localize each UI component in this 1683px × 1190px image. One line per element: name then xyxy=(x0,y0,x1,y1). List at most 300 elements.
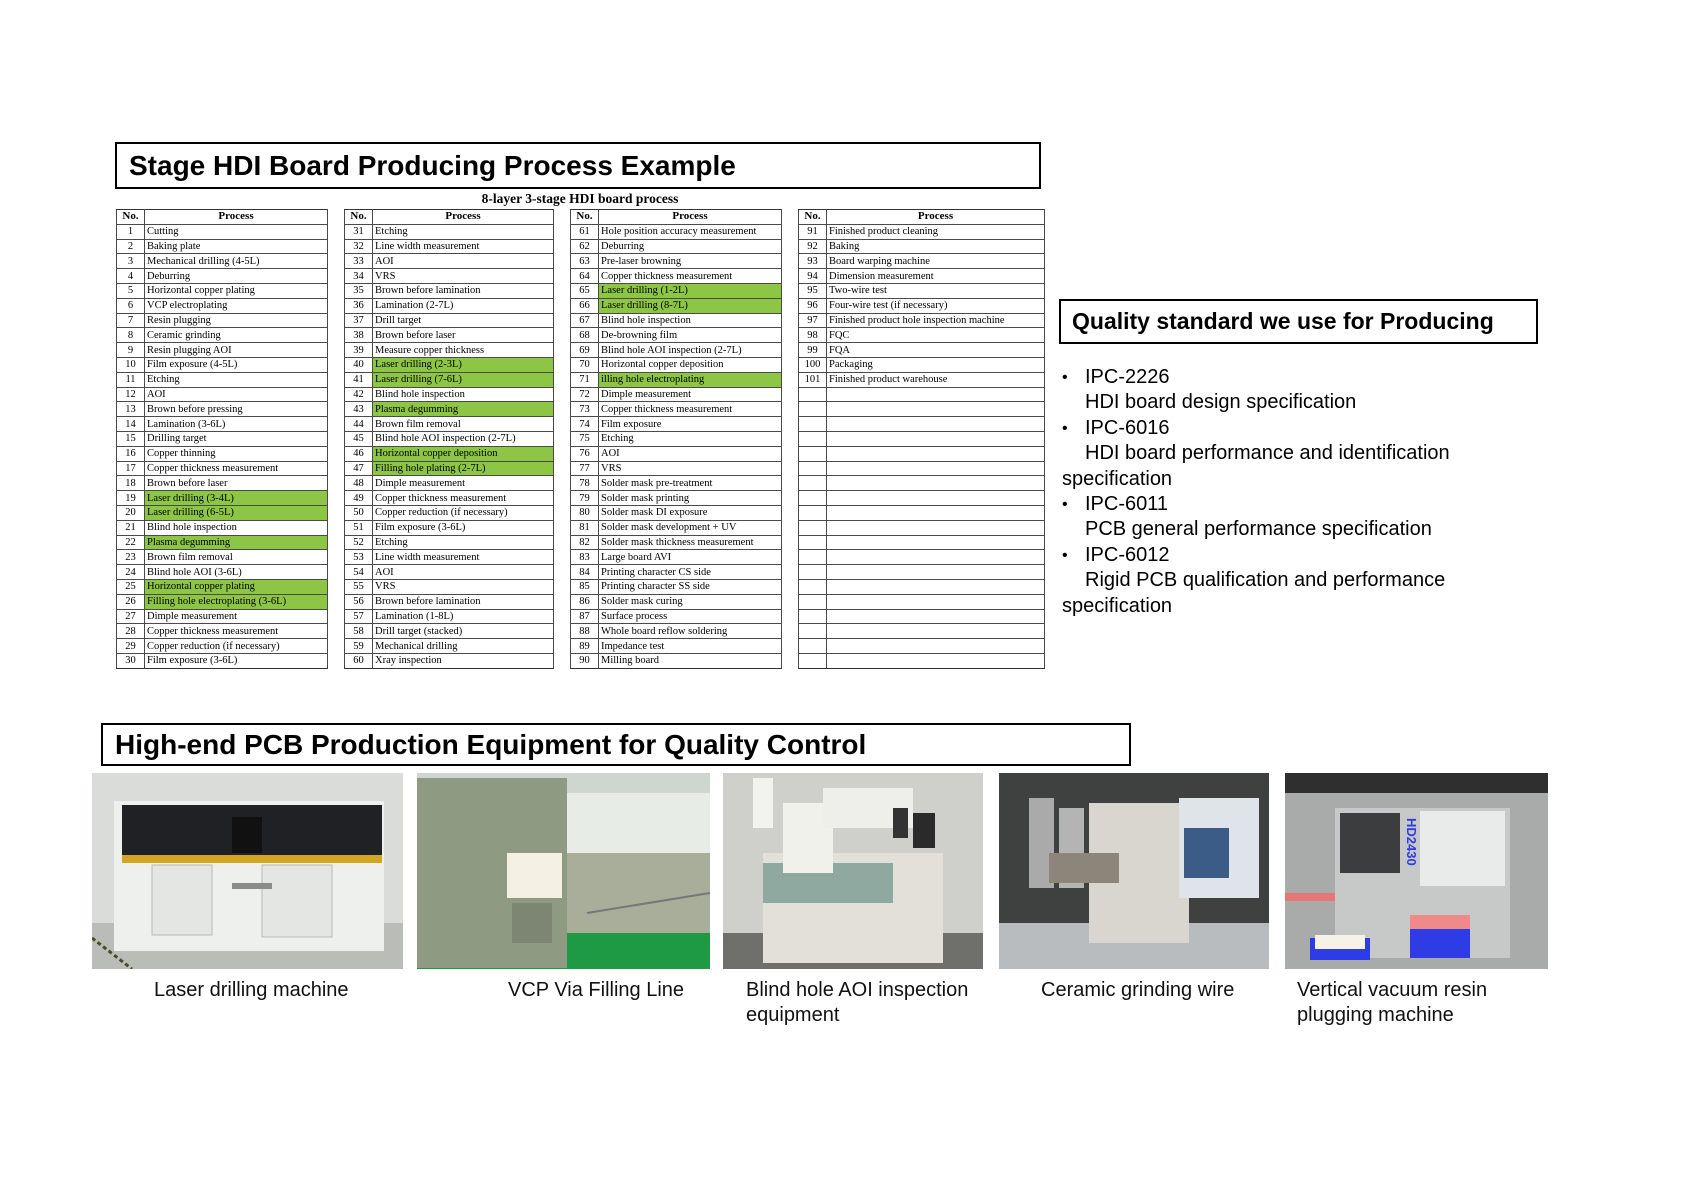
step-number: 45 xyxy=(345,431,373,446)
step-process: AOI xyxy=(373,254,554,269)
step-number: 14 xyxy=(117,417,145,432)
table-row xyxy=(571,283,782,298)
step-number: 80 xyxy=(571,505,599,520)
step-number: 78 xyxy=(571,476,599,491)
table-row xyxy=(117,624,328,639)
step-number: 65 xyxy=(571,283,599,298)
table-row xyxy=(117,565,328,580)
step-process: Surface process xyxy=(599,609,782,624)
step-process: Baking plate xyxy=(145,239,328,254)
step-process: Blind hole AOI inspection (2-7L) xyxy=(373,431,554,446)
step-process: Cutting xyxy=(145,224,328,239)
step-number: 77 xyxy=(571,461,599,476)
step-number: 2 xyxy=(117,239,145,254)
table-row xyxy=(117,476,328,491)
quality-section-title: Quality standard we use for Producing xyxy=(1059,299,1538,344)
step-process: Film exposure (3-6L) xyxy=(373,520,554,535)
table-row xyxy=(571,417,782,432)
header-process: Process xyxy=(827,210,1045,225)
table-row xyxy=(117,461,328,476)
step-number xyxy=(799,491,827,506)
table-header-row xyxy=(571,210,782,225)
table-row xyxy=(571,298,782,313)
step-process: Laser drilling (2-3L) xyxy=(373,357,554,372)
standard-code: IPC-6016 xyxy=(1085,416,1170,439)
table-row xyxy=(345,653,554,668)
step-number: 94 xyxy=(799,269,827,284)
step-number: 99 xyxy=(799,343,827,358)
vertical-vacuum-resin-plugging-photo xyxy=(1285,773,1548,969)
step-process: Solder mask thickness measurement xyxy=(599,535,782,550)
step-process xyxy=(827,505,1045,520)
step-process: Line width measurement xyxy=(373,239,554,254)
step-number: 37 xyxy=(345,313,373,328)
step-number: 67 xyxy=(571,313,599,328)
step-number: 49 xyxy=(345,491,373,506)
step-process: Ceramic grinding xyxy=(145,328,328,343)
table-row xyxy=(799,579,1045,594)
step-number xyxy=(799,639,827,654)
step-number: 18 xyxy=(117,476,145,491)
table-row xyxy=(571,387,782,402)
step-number: 6 xyxy=(117,298,145,313)
step-process: Dimension measurement xyxy=(827,269,1045,284)
step-number: 53 xyxy=(345,550,373,565)
step-number: 64 xyxy=(571,269,599,284)
step-process: Brown before lamination xyxy=(373,283,554,298)
step-process: Laser drilling (6-5L) xyxy=(145,505,328,520)
table-row xyxy=(799,254,1045,269)
table-row xyxy=(571,535,782,550)
process-table-caption: 8-layer 3-stage HDI board process xyxy=(481,191,679,206)
step-process: Solder mask DI exposure xyxy=(599,505,782,520)
standard-description: PCB general performance specification xyxy=(1085,518,1432,541)
caption-vertical-vacuum-resin-plugging: Vertical vacuum resin plugging machine xyxy=(1297,979,1488,1026)
table-row xyxy=(117,579,328,594)
table-row xyxy=(799,491,1045,506)
step-number: 44 xyxy=(345,417,373,432)
step-number: 70 xyxy=(571,357,599,372)
table-row xyxy=(117,372,328,387)
table-row xyxy=(571,520,782,535)
table-row xyxy=(571,343,782,358)
step-process: VCP electroplating xyxy=(145,298,328,313)
step-process: Xray inspection xyxy=(373,653,554,668)
step-process xyxy=(827,594,1045,609)
step-process: Packaging xyxy=(827,357,1045,372)
table-row xyxy=(345,417,554,432)
table-row xyxy=(571,461,782,476)
step-number: 92 xyxy=(799,239,827,254)
step-number: 20 xyxy=(117,505,145,520)
caption-blind-hole-aoi: Blind hole AOI inspection equipment xyxy=(746,979,969,1026)
step-number: 57 xyxy=(345,609,373,624)
table-row xyxy=(799,431,1045,446)
step-process: Laser drilling (3-4L) xyxy=(145,491,328,506)
table-row xyxy=(117,328,328,343)
step-number: 25 xyxy=(117,579,145,594)
standard-description: HDI board design specification xyxy=(1085,391,1357,414)
step-number xyxy=(799,609,827,624)
table-row xyxy=(799,387,1045,402)
table-row xyxy=(571,313,782,328)
table-row xyxy=(571,446,782,461)
table-row xyxy=(799,343,1045,358)
step-process: Finished product cleaning xyxy=(827,224,1045,239)
table-row xyxy=(345,372,554,387)
step-process: Baking xyxy=(827,239,1045,254)
table-row xyxy=(571,254,782,269)
step-process xyxy=(827,387,1045,402)
table-row xyxy=(345,579,554,594)
step-process: Printing character CS side xyxy=(599,565,782,580)
step-number: 59 xyxy=(345,639,373,654)
standard-description: HDI board performance and identification specification xyxy=(1062,442,1450,490)
table-row xyxy=(571,402,782,417)
table-row xyxy=(345,224,554,239)
table-row xyxy=(799,372,1045,387)
table-row xyxy=(345,254,554,269)
table-row xyxy=(345,387,554,402)
step-number xyxy=(799,520,827,535)
step-number xyxy=(799,579,827,594)
table-row xyxy=(799,609,1045,624)
header-process: Process xyxy=(373,210,554,225)
step-process: Board warping machine xyxy=(827,254,1045,269)
table-row xyxy=(117,520,328,535)
standard-item xyxy=(1062,492,1532,543)
step-number: 3 xyxy=(117,254,145,269)
step-process: Solder mask pre-treatment xyxy=(599,476,782,491)
step-number: 40 xyxy=(345,357,373,372)
table-row xyxy=(117,639,328,654)
standard-code: IPC-6011 xyxy=(1085,493,1169,516)
step-process: Copper thinning xyxy=(145,446,328,461)
table-row xyxy=(117,239,328,254)
table-row xyxy=(345,505,554,520)
header-no: No. xyxy=(799,210,827,225)
table-row xyxy=(571,491,782,506)
table-row xyxy=(571,239,782,254)
table-row xyxy=(117,594,328,609)
table-row xyxy=(799,283,1045,298)
step-number: 22 xyxy=(117,535,145,550)
table-row xyxy=(799,624,1045,639)
step-process: Copper thickness measurement xyxy=(599,402,782,417)
table-row xyxy=(571,431,782,446)
table-row xyxy=(571,224,782,239)
step-number: 31 xyxy=(345,224,373,239)
process-table-1 xyxy=(116,209,328,669)
standard-item xyxy=(1062,543,1532,619)
caption-vcp-via-filling-line: VCP Via Filling Line xyxy=(508,979,685,1001)
step-number xyxy=(799,431,827,446)
table-row xyxy=(345,431,554,446)
step-number: 28 xyxy=(117,624,145,639)
standard-code: IPC-2226 xyxy=(1085,366,1170,388)
table-row xyxy=(117,491,328,506)
table-row xyxy=(117,505,328,520)
step-number: 56 xyxy=(345,594,373,609)
step-process xyxy=(827,476,1045,491)
bullet-icon: • xyxy=(1062,496,1068,514)
step-process: Finished product warehouse xyxy=(827,372,1045,387)
table-row xyxy=(571,550,782,565)
step-process: Drill target (stacked) xyxy=(373,624,554,639)
step-process xyxy=(827,417,1045,432)
machine-label: HD2430 xyxy=(1404,818,1419,866)
table-row xyxy=(117,550,328,565)
table-row xyxy=(345,298,554,313)
table-row xyxy=(571,624,782,639)
step-process xyxy=(827,565,1045,580)
table-row xyxy=(345,313,554,328)
table-row xyxy=(571,565,782,580)
table-row xyxy=(571,357,782,372)
step-number xyxy=(799,624,827,639)
step-number: 33 xyxy=(345,254,373,269)
step-number: 9 xyxy=(117,343,145,358)
step-number: 4 xyxy=(117,269,145,284)
table-row xyxy=(799,461,1045,476)
step-process xyxy=(827,639,1045,654)
table-row xyxy=(571,639,782,654)
standard-code: IPC-6012 xyxy=(1085,543,1170,566)
bullet-icon: • xyxy=(1062,419,1068,437)
step-process: Dimple measurement xyxy=(145,609,328,624)
table-row xyxy=(117,269,328,284)
table-row xyxy=(345,402,554,417)
table-row xyxy=(799,313,1045,328)
step-number: 10 xyxy=(117,357,145,372)
step-process: Filling hole plating (2-7L) xyxy=(373,461,554,476)
table-row xyxy=(345,550,554,565)
table-row xyxy=(345,624,554,639)
step-process: Finished product hole inspection machine xyxy=(827,313,1045,328)
step-process: Lamination (2-7L) xyxy=(373,298,554,313)
step-process: Solder mask curing xyxy=(599,594,782,609)
table-row xyxy=(799,505,1045,520)
step-process: AOI xyxy=(145,387,328,402)
step-process xyxy=(827,609,1045,624)
table-row xyxy=(571,579,782,594)
table-row xyxy=(571,594,782,609)
equipment-section-title: High-end PCB Production Equipment for Quality Control xyxy=(101,723,1131,766)
table-row xyxy=(117,313,328,328)
step-process: Line width measurement xyxy=(373,550,554,565)
step-process: Blind hole AOI inspection (2-7L) xyxy=(599,343,782,358)
step-process xyxy=(827,402,1045,417)
step-process: Laser drilling (7-6L) xyxy=(373,372,554,387)
step-number: 23 xyxy=(117,550,145,565)
step-process: Solder mask development + UV xyxy=(599,520,782,535)
process-table-2 xyxy=(344,209,554,669)
step-number: 81 xyxy=(571,520,599,535)
step-number xyxy=(799,505,827,520)
step-process xyxy=(827,491,1045,506)
step-number: 82 xyxy=(571,535,599,550)
step-process: Film exposure (4-5L) xyxy=(145,357,328,372)
step-number: 24 xyxy=(117,565,145,580)
step-number: 27 xyxy=(117,609,145,624)
step-process: Etching xyxy=(373,224,554,239)
step-number: 48 xyxy=(345,476,373,491)
step-process: Whole board reflow soldering xyxy=(599,624,782,639)
step-number: 101 xyxy=(799,372,827,387)
ceramic-grinding-wire-photo xyxy=(999,773,1269,969)
step-process xyxy=(827,461,1045,476)
step-process: FQC xyxy=(827,328,1045,343)
table-row xyxy=(117,283,328,298)
step-number: 61 xyxy=(571,224,599,239)
step-process: Plasma degumming xyxy=(145,535,328,550)
process-section-title: Stage HDI Board Producing Process Example xyxy=(115,142,1041,189)
table-row xyxy=(345,594,554,609)
table-row xyxy=(345,535,554,550)
step-number xyxy=(799,446,827,461)
header-process: Process xyxy=(145,210,328,225)
table-row xyxy=(117,609,328,624)
step-process xyxy=(827,520,1045,535)
table-row xyxy=(799,535,1045,550)
standard-item xyxy=(1062,416,1532,492)
laser-drilling-machine-photo xyxy=(92,773,403,969)
table-row xyxy=(345,239,554,254)
step-number xyxy=(799,535,827,550)
step-process: Four-wire test (if necessary) xyxy=(827,298,1045,313)
table-row xyxy=(571,328,782,343)
table-row xyxy=(345,639,554,654)
table-row xyxy=(799,269,1045,284)
step-process: Drill target xyxy=(373,313,554,328)
step-process: Brown before lamination xyxy=(373,594,554,609)
table-row xyxy=(799,639,1045,654)
step-process: Brown before laser xyxy=(373,328,554,343)
step-number: 19 xyxy=(117,491,145,506)
step-number: 76 xyxy=(571,446,599,461)
caption-laser-drilling-machine: Laser drilling machine xyxy=(154,979,349,1001)
step-process: illing hole electroplating xyxy=(599,372,782,387)
step-number: 17 xyxy=(117,461,145,476)
step-number: 62 xyxy=(571,239,599,254)
step-number: 58 xyxy=(345,624,373,639)
table-row xyxy=(117,402,328,417)
step-number: 51 xyxy=(345,520,373,535)
step-process: Copper thickness measurement xyxy=(373,491,554,506)
step-process: Laser drilling (8-7L) xyxy=(599,298,782,313)
table-row xyxy=(117,417,328,432)
table-row xyxy=(799,550,1045,565)
table-row xyxy=(117,224,328,239)
step-number: 98 xyxy=(799,328,827,343)
step-process: Copper thickness measurement xyxy=(145,461,328,476)
step-process xyxy=(827,624,1045,639)
table-row xyxy=(799,239,1045,254)
process-table-3 xyxy=(570,209,782,669)
step-number: 21 xyxy=(117,520,145,535)
step-process: Printing character SS side xyxy=(599,579,782,594)
step-number: 75 xyxy=(571,431,599,446)
vcp-via-filling-line-photo xyxy=(417,773,710,969)
step-number: 69 xyxy=(571,343,599,358)
step-process: AOI xyxy=(373,565,554,580)
step-process xyxy=(827,446,1045,461)
step-process: Dimple measurement xyxy=(373,476,554,491)
table-row xyxy=(345,609,554,624)
step-process: Deburring xyxy=(145,269,328,284)
process-table-4 xyxy=(798,209,1045,669)
step-process xyxy=(827,550,1045,565)
standard-description: Rigid PCB qualification and performance specification xyxy=(1062,569,1446,617)
table-row xyxy=(345,446,554,461)
table-row xyxy=(345,328,554,343)
step-process xyxy=(827,579,1045,594)
quality-standards-list xyxy=(1062,365,1532,619)
table-row xyxy=(571,269,782,284)
step-number: 42 xyxy=(345,387,373,402)
table-row xyxy=(117,343,328,358)
bullet-icon: • xyxy=(1062,369,1068,386)
table-row xyxy=(799,653,1045,668)
table-row xyxy=(799,224,1045,239)
step-process: Blind hole inspection xyxy=(599,313,782,328)
step-number: 74 xyxy=(571,417,599,432)
step-number xyxy=(799,565,827,580)
step-process: Milling board xyxy=(599,653,782,668)
step-number: 79 xyxy=(571,491,599,506)
table-row xyxy=(799,298,1045,313)
table-row xyxy=(345,491,554,506)
step-number: 73 xyxy=(571,402,599,417)
step-process: Hole position accuracy measurement xyxy=(599,224,782,239)
step-number xyxy=(799,387,827,402)
step-number: 88 xyxy=(571,624,599,639)
step-number: 5 xyxy=(117,283,145,298)
step-process: Horizontal copper plating xyxy=(145,579,328,594)
step-number: 93 xyxy=(799,254,827,269)
step-number: 38 xyxy=(345,328,373,343)
step-process: Resin plugging AOI xyxy=(145,343,328,358)
step-process: Blind hole inspection xyxy=(145,520,328,535)
table-row xyxy=(799,476,1045,491)
step-number: 30 xyxy=(117,653,145,668)
step-number: 83 xyxy=(571,550,599,565)
step-process: Measure copper thickness xyxy=(373,343,554,358)
step-process: VRS xyxy=(373,579,554,594)
step-process: Two-wire test xyxy=(827,283,1045,298)
step-process: Large board AVI xyxy=(599,550,782,565)
table-header-row xyxy=(345,210,554,225)
step-process: AOI xyxy=(599,446,782,461)
step-process: Brown before pressing xyxy=(145,402,328,417)
step-number xyxy=(799,550,827,565)
step-number: 35 xyxy=(345,283,373,298)
step-number: 52 xyxy=(345,535,373,550)
table-row xyxy=(117,254,328,269)
table-row xyxy=(117,446,328,461)
step-number: 66 xyxy=(571,298,599,313)
step-number: 89 xyxy=(571,639,599,654)
step-process: Etching xyxy=(373,535,554,550)
step-process: Impedance test xyxy=(599,639,782,654)
step-number xyxy=(799,653,827,668)
step-process: Film exposure (3-6L) xyxy=(145,653,328,668)
table-row xyxy=(117,298,328,313)
table-row xyxy=(799,446,1045,461)
table-row xyxy=(799,402,1045,417)
step-number: 41 xyxy=(345,372,373,387)
step-number: 47 xyxy=(345,461,373,476)
